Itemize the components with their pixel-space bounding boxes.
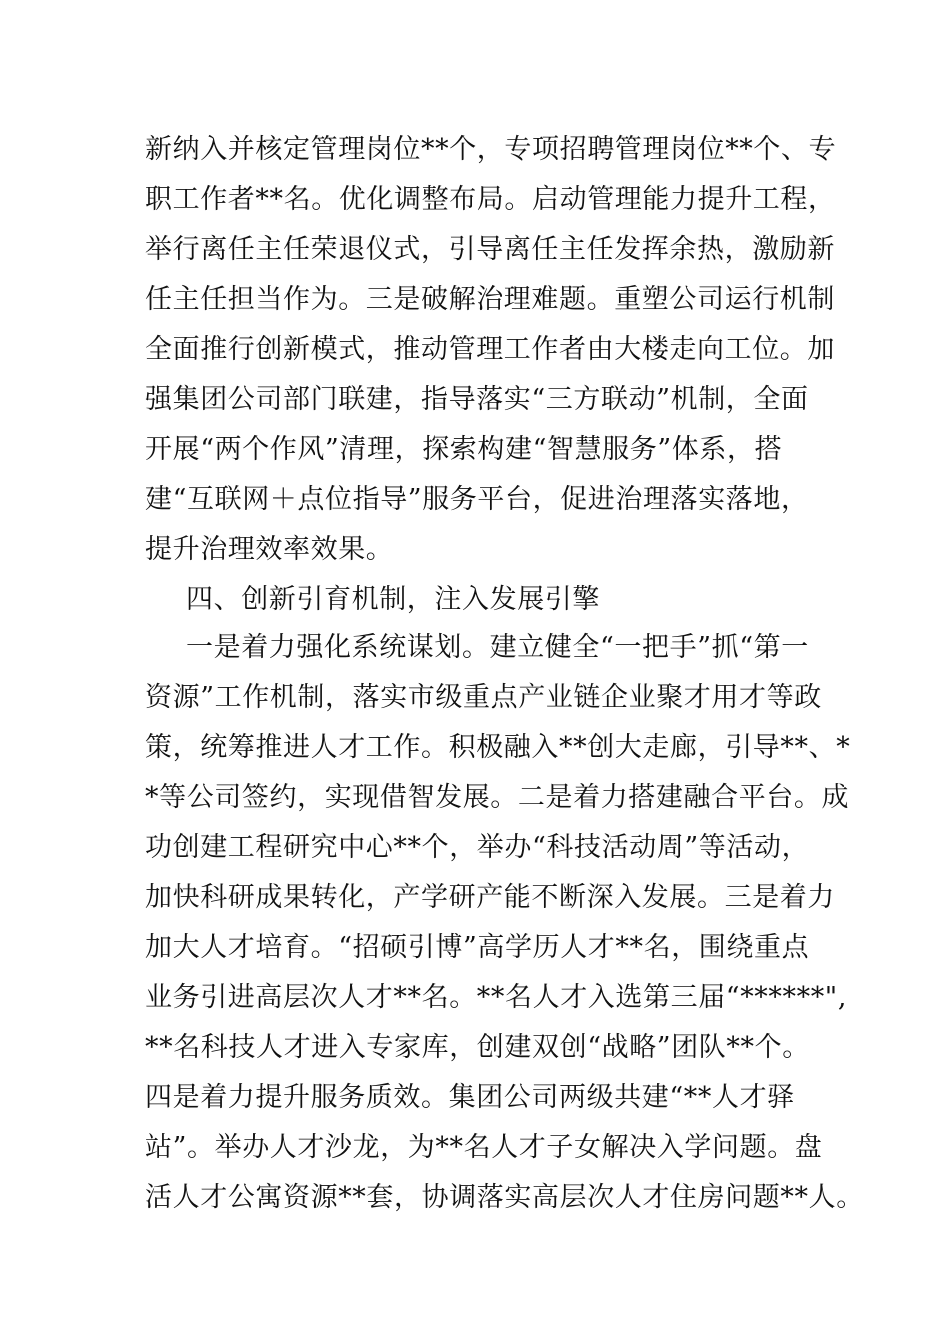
paragraph-line: 职工作者**名。优化调整布局。启动管理能力提升工程， xyxy=(145,184,836,215)
paragraph-line: 资源”工作机制，落实市级重点产业链企业聚才用才等政 xyxy=(145,682,822,713)
paragraph-line: 举行离任主任荣退仪式，引导离任主任发挥余热，激励新 xyxy=(145,234,835,265)
paragraph-line: 全面推行创新模式，推动管理工作者由大楼走向工位。加 xyxy=(145,334,835,365)
paragraph-line: 业务引进高层次人才**名。**名人才入选第三届“******", xyxy=(145,982,848,1013)
paragraph-line: 强集团公司部门联建，指导落实“三方联动”机制，全面 xyxy=(145,384,809,415)
paragraph-line: 开展“两个作风”清理，探索构建“智慧服务”体系，搭 xyxy=(145,434,783,465)
paragraph-line: *等公司签约，实现借智发展。二是着力搭建融合平台。成 xyxy=(145,782,850,813)
paragraph-line: 提升治理效率效果。 xyxy=(145,534,394,565)
paragraph-line: 新纳入并核定管理岗位**个，专项招聘管理岗位**个、专 xyxy=(145,134,837,165)
paragraph-line: 加大人才培育。“招硕引博”高学历人才**名，围绕重点 xyxy=(145,932,810,963)
paragraph-line: **名科技人才进入专家库，创建双创“战略”团队**个。 xyxy=(145,1032,810,1063)
paragraph-line: 四是着力提升服务质效。集团公司两级共建“**人才驿 xyxy=(145,1082,795,1113)
paragraph-line: 一是着力强化系统谋划。建立健全“一把手”抓“第一 xyxy=(186,632,809,663)
paragraph-line: 站”。举办人才沙龙，为**名人才子女解决入学问题。盘 xyxy=(145,1132,823,1163)
paragraph-line: 功创建工程研究中心**个，举办“科技活动周”等活动， xyxy=(145,832,810,863)
paragraph-line: 活人才公寓资源**套，协调落实高层次人才住房问题**人。 xyxy=(145,1182,864,1213)
section-heading: 四、创新引育机制，注入发展引擎 xyxy=(186,584,600,615)
paragraph-line: 加快科研成果转化，产学研产能不断深入发展。三是着力 xyxy=(145,882,835,913)
paragraph-line: 策，统筹推进人才工作。积极融入**创大走廊，引导**、* xyxy=(145,732,851,763)
paragraph-line: 任主任担当作为。三是破解治理难题。重塑公司运行机制 xyxy=(145,284,835,315)
paragraph-line: 建“互联网＋点位指导”服务平台，促进治理落实落地， xyxy=(145,484,809,515)
